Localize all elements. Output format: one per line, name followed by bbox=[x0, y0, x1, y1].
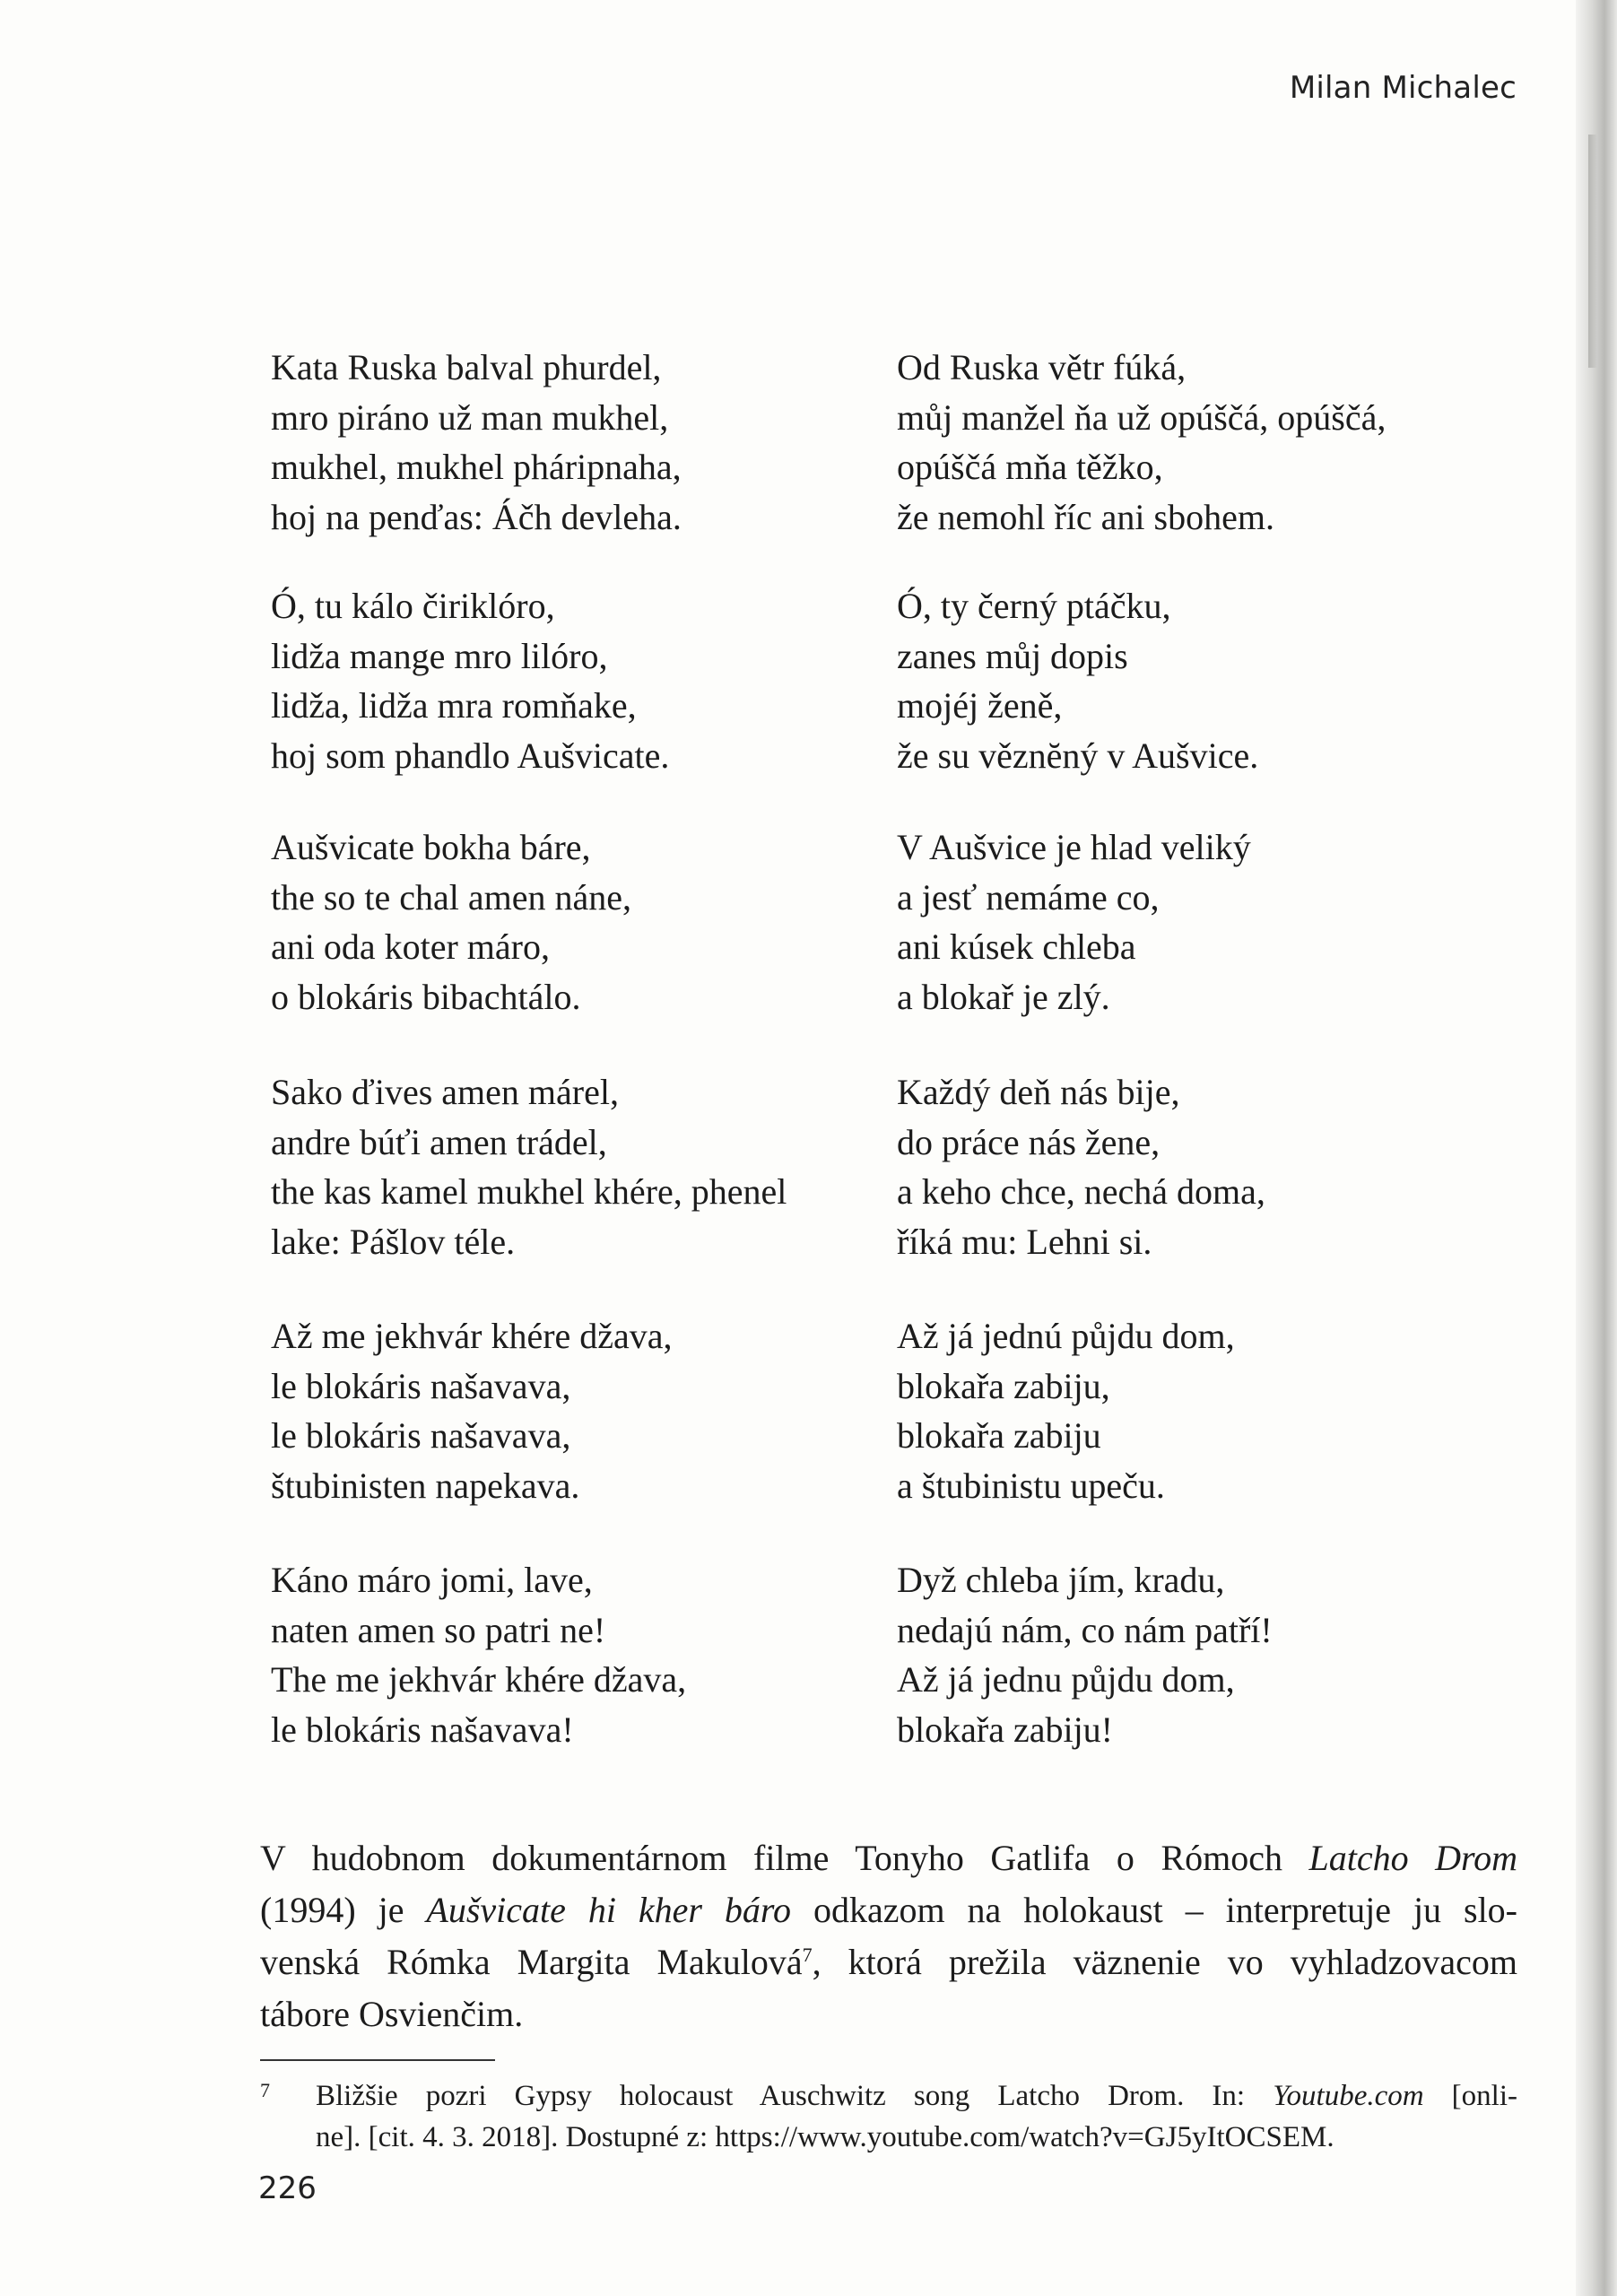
verse-line: Aušvicate bokha báre, bbox=[271, 827, 591, 867]
verse-line: Až já jednú půjdu dom, bbox=[897, 1316, 1235, 1356]
czech-stanza bbox=[897, 343, 1386, 542]
paragraph-line bbox=[260, 1832, 1517, 1884]
verse-line: mukhel, mukhel pháripnaha, bbox=[271, 447, 682, 487]
verse-line: blokařa zabiju, bbox=[897, 1365, 1110, 1406]
verse-line: lake: Pášlov téle. bbox=[271, 1221, 516, 1262]
verse-line: the so te chal amen náne, bbox=[271, 876, 632, 918]
footnote-number: 7 bbox=[260, 2079, 270, 2101]
romani-stanza bbox=[271, 1311, 673, 1510]
page-number: 226 bbox=[258, 2170, 317, 2206]
romani-stanza bbox=[271, 343, 682, 542]
verse-line: Ó, tu kálo čiriklóro, bbox=[271, 586, 555, 626]
verse-line: lidža, lidža mra romňake, bbox=[271, 685, 637, 726]
verse-line: můj manžel ňa už opúščá, opúščá, bbox=[897, 396, 1387, 438]
romani-stanza bbox=[271, 581, 669, 780]
verse-line: Dyž chleba jím, kradu, bbox=[897, 1560, 1225, 1600]
verse-line: do práce nás žene, bbox=[897, 1121, 1161, 1162]
website-name: Youtube.com bbox=[1273, 2080, 1424, 2112]
paragraph-line bbox=[260, 1884, 1517, 1936]
romani-stanza bbox=[271, 1555, 686, 1754]
romani-stanza bbox=[271, 822, 631, 1022]
paragraph-line bbox=[260, 1936, 1517, 1988]
verse-line: říká mu: Lehni si. bbox=[897, 1221, 1152, 1262]
verse-line: Kata Ruska balval phurdel, bbox=[271, 347, 662, 387]
verse-line: Až me jekhvár khére džava, bbox=[271, 1316, 673, 1356]
verse-line: Sako ďives amen márel, bbox=[271, 1072, 619, 1112]
czech-stanza bbox=[897, 581, 1258, 780]
text-run: venská Rómka Margita Makulová bbox=[260, 1942, 803, 1982]
verse-line: Každý deň nás bije, bbox=[897, 1072, 1180, 1112]
verse-line: a keho chce, nechá doma, bbox=[897, 1171, 1265, 1212]
verse-line: štubinisten napekava. bbox=[271, 1465, 580, 1506]
verse-line: naten amen so patri ne! bbox=[271, 1609, 606, 1650]
verse-line: Od Ruska větr fúká, bbox=[897, 347, 1187, 387]
verse-line: že nemohl říc ani sbohem. bbox=[897, 496, 1274, 537]
verse-line: mojéj ženě, bbox=[897, 685, 1063, 726]
verse-line: hoj na penďas: Áčh devleha. bbox=[271, 496, 682, 537]
verse-line: zanes můj dopis bbox=[897, 635, 1128, 676]
text-run: Bližšie pozri Gypsy holocaust Auschwitz song Latcho Drom. In: bbox=[316, 2080, 1274, 2112]
body-paragraph bbox=[260, 1832, 1517, 2040]
verse-line: V Aušvice je hlad veliký bbox=[897, 827, 1251, 867]
verse-line: že su věznĕný v Aušvice. bbox=[897, 735, 1259, 776]
verse-line: ani kúsek chleba bbox=[897, 926, 1136, 967]
footnote-divider bbox=[260, 2059, 495, 2061]
czech-stanza bbox=[897, 1311, 1235, 1510]
text-run: (1994) je bbox=[260, 1890, 427, 1930]
czech-stanza bbox=[897, 822, 1251, 1022]
text-run: odkazom na holokaust – interpretuje ju slo- bbox=[791, 1890, 1517, 1930]
text-run: , ktorá prežila väznenie vo vyhladzovacom bbox=[812, 1942, 1517, 1982]
verse-line: Až já jednu půjdu dom, bbox=[897, 1659, 1235, 1700]
verse-line: blokařa zabiju bbox=[897, 1415, 1101, 1456]
verse-line: the kas kamel mukhel khére, phenel bbox=[271, 1171, 787, 1212]
verse-line: le blokáris našavava, bbox=[271, 1415, 571, 1456]
text-run: V hudobnom dokumentárnom filme Tonyho Gatlifa o Rómoch bbox=[260, 1838, 1309, 1878]
verse-line: Ó, ty černý ptáčku, bbox=[897, 586, 1171, 626]
running-header-author: Milan Michalec bbox=[1289, 70, 1517, 106]
text-run: [onli- bbox=[1423, 2080, 1517, 2112]
verse-line: le blokáris našavava! bbox=[271, 1709, 574, 1750]
footnote-line bbox=[316, 2075, 1517, 2117]
verse-line: ani oda koter máro, bbox=[271, 926, 550, 967]
verse-line: opúščá mňa těžko, bbox=[897, 447, 1163, 487]
film-title: Latcho Drom bbox=[1308, 1838, 1517, 1878]
verse-line: nedajú nám, co nám patří! bbox=[897, 1609, 1273, 1650]
verse-line: a jesť nemáme co, bbox=[897, 876, 1160, 918]
czech-stanza bbox=[897, 1555, 1273, 1754]
verse-line: The me jekhvár khére džava, bbox=[271, 1659, 687, 1700]
verse-line: o blokáris bibachtálo. bbox=[271, 976, 581, 1017]
verse-line: le blokáris našavava, bbox=[271, 1365, 571, 1406]
verse-line: a štubinistu upeču. bbox=[897, 1465, 1165, 1506]
verse-line: blokařa zabiju! bbox=[897, 1709, 1113, 1750]
footnote-reference[interactable]: 7 bbox=[802, 1944, 813, 1966]
page-binding-edge bbox=[1576, 0, 1617, 2296]
paragraph-line: tábore Osvienčim. bbox=[260, 1994, 524, 2034]
verse-line: lidža mange mro lilóro, bbox=[271, 635, 608, 676]
verse-line: mro piráno už man mukhel, bbox=[271, 396, 669, 438]
czech-stanza bbox=[897, 1067, 1265, 1266]
footnote-line: ne]. [cit. 4. 3. 2018]. Dostupné z: https://www.youtube.com/watch?v=GJ5yItOCSEM. bbox=[316, 2121, 1334, 2153]
verse-line: Káno máro jomi, lave, bbox=[271, 1560, 593, 1600]
verse-line: hoj som phandlo Aušvicate. bbox=[271, 735, 670, 776]
verse-line: a blokař je zlý. bbox=[897, 976, 1110, 1017]
footnote bbox=[260, 2075, 1517, 2158]
song-title: Aušvicate hi kher báro bbox=[426, 1890, 791, 1930]
verse-line: andre búťi amen trádel, bbox=[271, 1121, 607, 1162]
romani-stanza bbox=[271, 1067, 787, 1266]
